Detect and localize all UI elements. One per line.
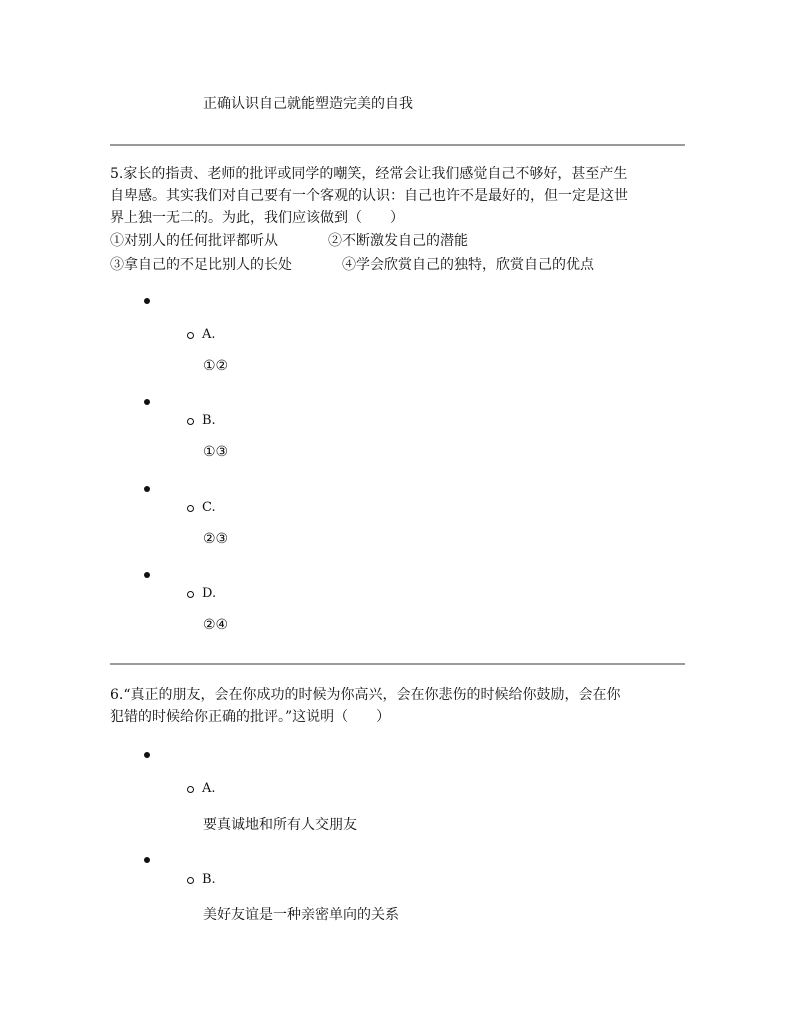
option-d-letter: D. <box>202 586 217 601</box>
statement-4-text: 学会欣赏自己的独特，欣赏自己的优点 <box>356 257 594 273</box>
circle-bullet-icon <box>187 591 194 598</box>
statement-2-text: 不断激发自己的潜能 <box>342 233 468 249</box>
option-b-letter: B. <box>202 872 216 887</box>
bullet-icon <box>144 298 150 304</box>
statement-2-number: ② <box>328 233 342 249</box>
option-b-text: ①③ <box>203 444 229 460</box>
bullet-icon <box>144 752 150 758</box>
bullet-icon <box>144 399 150 405</box>
statement-4 <box>342 254 594 274</box>
statement-1-number: ① <box>110 233 124 249</box>
statement-1-text: 对别人的任何批评都听从 <box>124 233 278 249</box>
statement-3-text: 拿自己的不足比别人的长处 <box>124 257 292 273</box>
question-5-stem-line-2: 自卑感。其实我们对自己要有一个客观的认识：自己也许不是最好的，但一定是这世 <box>110 188 628 204</box>
bullet-icon <box>144 486 150 492</box>
circle-bullet-icon <box>187 332 194 339</box>
option-c-letter: C. <box>202 500 216 515</box>
option-a-text: ①② <box>203 358 229 374</box>
option-b-text: 美好友谊是一种亲密单向的关系 <box>203 907 399 923</box>
question-6-stem-line-1: 6.“真正的朋友，会在你成功的时候为你高兴，会在你悲伤的时候给你鼓励，会在你 <box>110 687 621 703</box>
previous-option-text: 正确认识自己就能塑造完美的自我 <box>203 96 413 112</box>
statement-3-number: ③ <box>110 257 124 273</box>
question-6-stem-line-2: 犯错的时候给你正确的批评。”这说明（ ） <box>110 709 391 725</box>
statement-4-number: ④ <box>342 257 356 273</box>
statement-1 <box>110 230 278 250</box>
statement-2 <box>328 230 468 250</box>
option-c-text: ②③ <box>203 531 229 547</box>
option-a-letter: A. <box>202 327 216 342</box>
option-a-text: 要真诚地和所有人交朋友 <box>203 817 357 833</box>
bullet-icon <box>144 572 150 578</box>
option-d-text: ②④ <box>203 617 229 633</box>
option-b-letter: B. <box>202 413 216 428</box>
option-a-letter: A. <box>202 781 216 796</box>
question-5-stem-line-3: 界上独一无二的。为此，我们应该做到（ ） <box>110 210 404 226</box>
circle-bullet-icon <box>187 786 194 793</box>
statement-3 <box>110 254 292 274</box>
bullet-icon <box>144 857 150 863</box>
question-divider <box>110 663 685 665</box>
question-5-stem-line-1: 5.家长的指责、老师的批评或同学的嘲笑，经常会让我们感觉自己不够好，甚至产生 <box>110 166 628 182</box>
circle-bullet-icon <box>187 877 194 884</box>
circle-bullet-icon <box>187 418 194 425</box>
circle-bullet-icon <box>187 505 194 512</box>
question-divider <box>110 144 685 146</box>
